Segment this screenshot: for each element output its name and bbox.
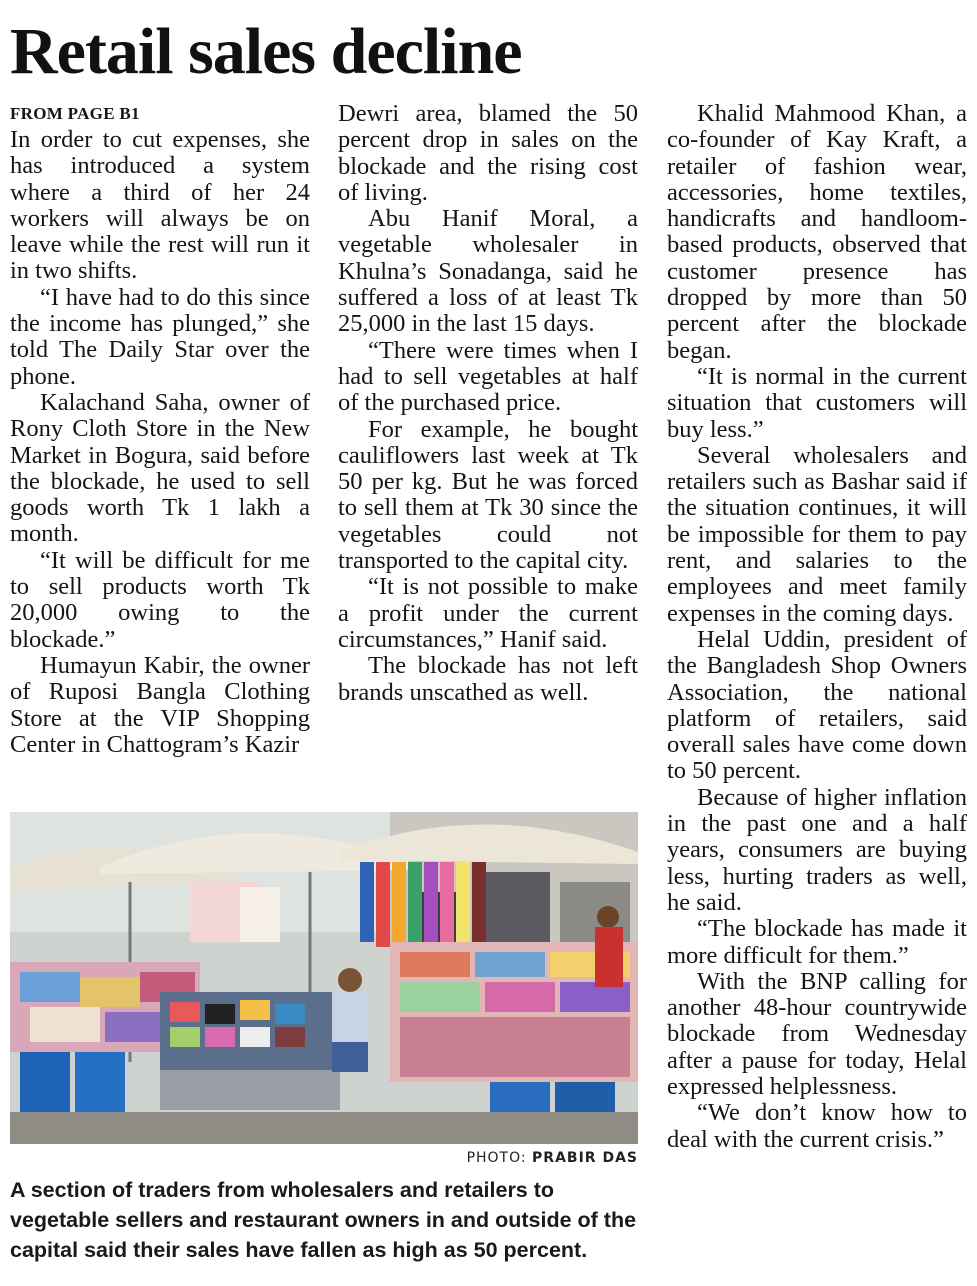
paragraph: Several wholesalers and retailers such as Bashar said if the situation continues, it will be impossible for them to pay rent, and salaries to the employees and meet family expenses in the coming days.: [667, 441, 967, 627]
jump-line: FROM PAGE B1: [10, 104, 140, 123]
headline: Retail sales decline: [10, 15, 522, 88]
market-stall-photo: [10, 812, 638, 1144]
paragraph: Because of higher inflation in the past one and a half years, consumers are buying less, hurting traders as well, he said.: [667, 783, 967, 916]
article-column-2: [338, 101, 638, 706]
photo-credit-prefix: PHOTO:: [466, 1150, 527, 1166]
paragraph: Humayun Kabir, the owner of Ruposi Bangla Clothing Store at the VIP Shopping Center in Chattogram’s Kazir: [10, 651, 310, 758]
photographer-name: PRABIR DAS: [532, 1150, 638, 1166]
paragraph: “It is not possible to make a profit under the current circumstances,” Hanif said.: [338, 573, 638, 653]
paragraph: “It will be difficult for me to sell products worth Tk 20,000 owing to the blockade.”: [10, 546, 310, 653]
paragraph: Dewri area, blamed the 50 percent drop in sales on the blockade and the rising cost of living.: [338, 100, 638, 206]
article-column-1: [10, 101, 310, 758]
paragraph: Kalachand Saha, owner of Rony Cloth Store in the New Market in Bogura, said before the blockade, he used to sell goods worth Tk 1 lakh a month.: [10, 388, 310, 548]
paragraph: “I have had to do this since the income has plunged,” she told The Daily Star over the phone.: [10, 283, 310, 390]
paragraph: Helal Uddin, president of the Bangladesh Shop Owners Association, the national platform of retailers, said overall sales have come down to 50 percent.: [667, 625, 967, 785]
paragraph: “It is normal in the current situation that customers will buy less.”: [667, 362, 967, 443]
paragraph: “The blockade has made it more difficult for them.”: [667, 915, 967, 969]
paragraph: The blockade has not left brands unscathed as well.: [338, 652, 638, 706]
photo-caption: A section of traders from wholesalers and retailers to vegetable sellers and restaurant owners in and outside of the capital said their sales have fallen as high as 50 percent.: [10, 1178, 637, 1262]
paragraph: For example, he bought cauliflowers last week at Tk 50 per kg. But he was forced to sell them at Tk 30 since the vegetables could not transported to the capital city.: [338, 415, 638, 575]
article-column-3: [667, 101, 967, 1153]
paragraph: Abu Hanif Moral, a vegetable wholesaler in Khulna’s Sonadanga, said he suffered a loss of at least Tk 25,000 in the last 15 days.: [338, 205, 638, 338]
paragraph: “There were times when I had to sell vegetables at half of the purchased price.: [338, 336, 638, 417]
paragraph: Khalid Mahmood Khan, a co-founder of Kay Kraft, a retailer of fashion wear, accessories, home textiles, handicrafts and handloom-based products, observed that customer presence has dropped by more than 50 percent after the blockade began.: [667, 100, 967, 364]
paragraph: “We don’t know how to deal with the current crisis.”: [667, 1099, 967, 1153]
photo-credit: [10, 1150, 638, 1166]
paragraph: In order to cut expenses, she has introduced a system where a third of her 24 workers will always be on leave while the rest will run it in two shifts.: [10, 126, 310, 285]
paragraph: With the BNP calling for another 48-hour countrywide blockade from Wednesday after a pause for today, Helal expressed helplessness.: [667, 967, 967, 1100]
